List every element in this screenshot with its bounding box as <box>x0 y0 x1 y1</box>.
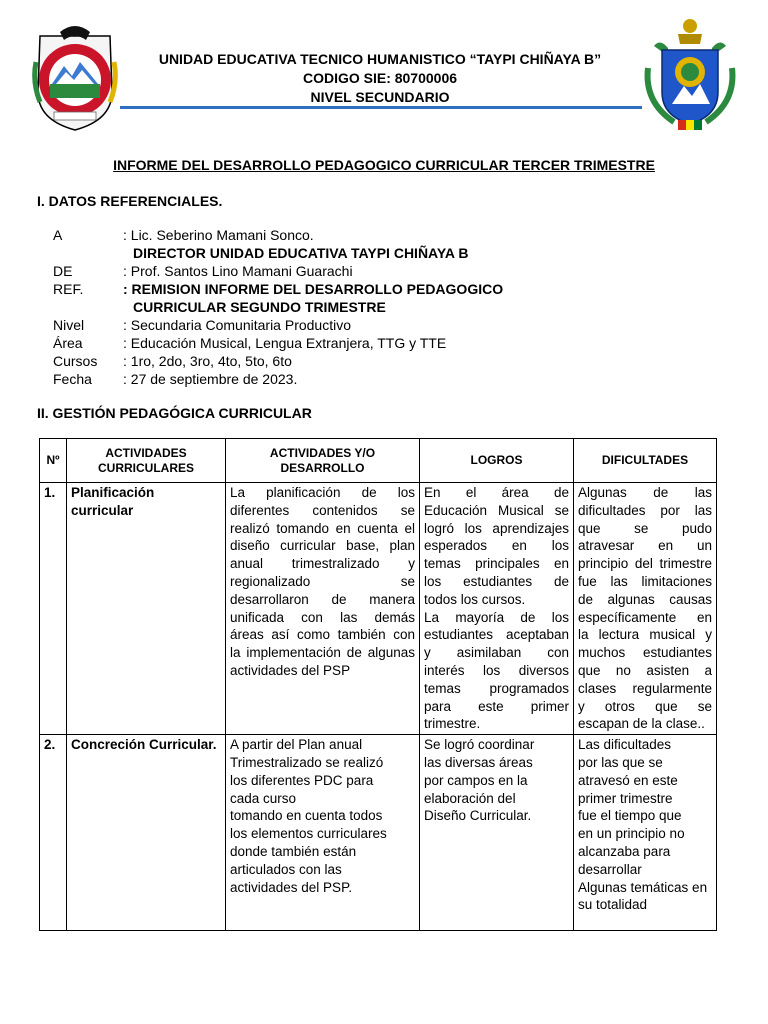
cell-line: fue las limitaciones <box>578 573 712 589</box>
cell-line: unificada con las demás <box>230 609 415 625</box>
cell-line: cada curso <box>230 790 297 806</box>
section-heading-datos: I. DATOS REFERENCIALES. <box>37 193 223 209</box>
curriculum-table <box>39 438 717 931</box>
ref-row-director: DIRECTOR UNIDAD EDUCATIVA TAYPI CHIÑAYA B <box>133 245 469 261</box>
row-number: 1. <box>40 483 67 735</box>
cell-line: principio del trimestre <box>578 556 712 572</box>
header-development: ACTIVIDADES Y/O DESARROLLO <box>226 439 420 483</box>
document-title: INFORME DEL DESARROLLO PEDAGOGICO CURRICULAR TERCER TRIMESTRE <box>113 157 655 173</box>
cell-line: por las que se <box>578 754 663 770</box>
cell-line: La planificación de los <box>230 485 415 500</box>
cell-line: áreas así como también con <box>230 627 415 643</box>
cell-line: elaboración del <box>424 790 516 806</box>
cell-line: atravesar en un <box>578 538 712 554</box>
header-difficulties: DIFICULTADES <box>574 439 717 483</box>
cell-line: tomando en cuenta todos <box>230 808 383 824</box>
cell-line: La mayoría de los <box>424 609 569 625</box>
cell-line: de algunas causas <box>578 591 712 607</box>
row-activity: Concreción Curricular. <box>67 735 226 931</box>
ref-row-fecha: Fecha : 27 de septiembre de 2023. <box>53 371 298 387</box>
school-level: NIVEL SECUNDARIO <box>310 89 450 105</box>
row-achievements <box>420 483 574 735</box>
ref-row-a: A : Lic. Seberino Mamani Sonco. <box>53 227 314 243</box>
school-code: CODIGO SIE: 80700006 <box>302 70 458 86</box>
cell-line: diseño curricular base, plan <box>230 538 415 554</box>
header-activities: ACTIVIDADES CURRICULARES <box>67 439 226 483</box>
cell-line: y asimilaban con <box>424 645 569 661</box>
reference-block <box>53 226 503 388</box>
table-header-row <box>40 439 717 483</box>
cell-line: la implementación de algunas <box>230 645 415 661</box>
row-difficulties <box>574 735 717 931</box>
row-activity: Planificación curricular <box>67 483 226 735</box>
cell-line: anual trimestralizado y <box>230 556 415 572</box>
header-number: Nº <box>40 439 67 483</box>
cell-line: interés los diversos <box>424 662 569 678</box>
row-development <box>226 483 420 735</box>
cell-line: realizó tomando en cuenta el <box>230 520 415 536</box>
cell-line: Algunas temáticas en <box>578 879 708 895</box>
cell-line: por campos en la <box>424 772 528 788</box>
ref-row-nivel: Nivel : Secundaria Comunitaria Productivo <box>53 317 352 333</box>
cell-line: desarrollaron de manera <box>230 591 415 607</box>
cell-line: Trimestralizado se realizó <box>230 754 384 770</box>
table-row <box>40 735 717 931</box>
cell-line: En el área de <box>424 485 569 500</box>
cell-line: para este primer <box>424 698 569 714</box>
section-heading-gestion: II. GESTIÓN PEDAGÓGICA CURRICULAR <box>37 405 312 421</box>
cell-line: estudiantes aceptaban <box>424 627 569 643</box>
cell-line: articulados con las <box>230 861 342 877</box>
cell-line: que se pudo <box>578 520 712 536</box>
cell-line: Diseño Curricular. <box>424 808 532 824</box>
cell-line: esperados en los <box>424 538 569 554</box>
cell-line: actividades del PSP <box>230 662 351 678</box>
cell-line: los estudiantes de <box>424 573 569 589</box>
cell-line: actividades del PSP. <box>230 879 353 895</box>
cell-line: clases regularmente <box>578 680 712 696</box>
header-divider <box>120 106 642 109</box>
cell-line: temas principales en <box>424 556 569 572</box>
cell-line: fue el tiempo que <box>578 808 682 824</box>
cell-line: su totalidad <box>578 897 648 913</box>
cell-line: donde también están <box>230 843 357 859</box>
cell-line: las diversas áreas <box>424 754 533 770</box>
cell-line: muchos estudiantes <box>578 645 712 661</box>
cell-line: escapan de la clase.. <box>578 716 705 732</box>
cell-line: alcanzaba para <box>578 843 671 859</box>
ref-row-de: DE : Prof. Santos Lino Mamani Guarachi <box>53 263 353 279</box>
cell-line: específicamente en <box>578 609 712 625</box>
row-number: 2. <box>40 735 67 931</box>
cell-line: temas programados <box>424 680 569 696</box>
school-header <box>120 50 640 107</box>
table-row <box>40 483 717 735</box>
cell-line: en un principio no <box>578 826 685 842</box>
cell-line: trimestre. <box>424 716 481 732</box>
cell-line: diferentes contenidos se <box>230 502 415 518</box>
ref-row-ref: REF. : REMISION INFORME DEL DESARROLLO PEDAGOGICO <box>53 281 504 297</box>
cell-line: regionalizado se <box>230 573 415 589</box>
cell-line: los diferentes PDC para <box>230 772 374 788</box>
row-development <box>226 735 420 931</box>
ref-row-cursos: Cursos : 1ro, 2do, 3ro, 4to, 5to, 6to <box>53 353 292 369</box>
cell-line: logró los aprendizajes <box>424 520 569 536</box>
row-difficulties <box>574 483 717 735</box>
cell-line: Educación Musical se <box>424 502 569 518</box>
cell-line: la lectura musical y <box>578 627 712 643</box>
cell-line: dificultades por las <box>578 502 712 518</box>
cell-line: Algunas de las <box>578 485 712 500</box>
ref-row-ref-cont: CURRICULAR SEGUNDO TRIMESTRE <box>133 299 386 315</box>
cell-line: atravesó en este <box>578 772 678 788</box>
school-emblem-icon <box>30 22 120 134</box>
school-name: UNIDAD EDUCATIVA TECNICO HUMANISTICO “TAYPI CHIÑAYA B” <box>158 51 602 67</box>
cell-line: Se logró coordinar <box>424 737 535 753</box>
cell-line: Las dificultades <box>578 737 672 753</box>
cell-line: primer trimestre <box>578 790 673 806</box>
cell-line: todos los cursos. <box>424 591 526 607</box>
cell-line: desarrollar <box>578 861 642 877</box>
header-achievements: LOGROS <box>420 439 574 483</box>
ref-row-area: Área : Educación Musical, Lengua Extranjera, TTG y TTE <box>53 335 447 351</box>
cell-line: los elementos curriculares <box>230 826 387 842</box>
cell-line: y otros que se <box>578 698 712 714</box>
row-achievements <box>420 735 574 931</box>
coat-of-arms-icon <box>640 12 740 134</box>
cell-line: A partir del Plan anual <box>230 737 363 753</box>
cell-line: que no asisten a <box>578 662 712 678</box>
